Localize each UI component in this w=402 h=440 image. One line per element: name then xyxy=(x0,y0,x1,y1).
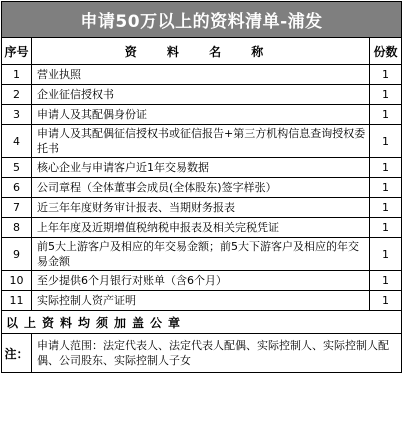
row-index: 1 xyxy=(2,65,32,85)
note-label: 注： xyxy=(2,334,32,373)
row-item-name: 核心企业与申请客户近1年交易数据 xyxy=(32,158,370,178)
row-index: 5 xyxy=(2,158,32,178)
row-copies: 1 xyxy=(370,85,402,105)
row-index: 7 xyxy=(2,198,32,218)
table-row xyxy=(2,238,402,271)
row-item-name: 公司章程（全体董事会成员(全体股东)签字样张） xyxy=(32,178,370,198)
row-index: 10 xyxy=(2,271,32,291)
row-item-name: 申请人及其配偶身份证 xyxy=(32,105,370,125)
row-copies: 1 xyxy=(370,158,402,178)
row-item-name: 前5大上游客户及相应的年交易金额；前5大下游客户及相应的年交易金额 xyxy=(32,238,370,271)
footer-row xyxy=(2,311,402,334)
table-row xyxy=(2,158,402,178)
table-row xyxy=(2,105,402,125)
row-copies: 1 xyxy=(370,271,402,291)
row-copies: 1 xyxy=(370,198,402,218)
table-row xyxy=(2,271,402,291)
row-copies: 1 xyxy=(370,238,402,271)
row-index: 9 xyxy=(2,238,32,271)
row-index: 3 xyxy=(2,105,32,125)
table-row xyxy=(2,125,402,158)
row-item-name: 企业征信授权书 xyxy=(32,85,370,105)
row-copies: 1 xyxy=(370,65,402,85)
table-row xyxy=(2,291,402,311)
row-index: 11 xyxy=(2,291,32,311)
material-list-table xyxy=(1,1,402,373)
row-copies: 1 xyxy=(370,105,402,125)
table-row xyxy=(2,218,402,238)
table-row xyxy=(2,65,402,85)
document-title: 申请50万以上的资料清单-浦发 xyxy=(2,2,402,38)
row-item-name: 近三年年度财务审计报表、当期财务报表 xyxy=(32,198,370,218)
row-item-name: 营业执照 xyxy=(32,65,370,85)
table-row xyxy=(2,178,402,198)
row-index: 4 xyxy=(2,125,32,158)
row-copies: 1 xyxy=(370,125,402,158)
stamp-requirement-note: 以上资料均须加盖公章 xyxy=(2,311,402,334)
header-name: 资 料 名 称 xyxy=(32,38,370,65)
row-index: 2 xyxy=(2,85,32,105)
row-item-name: 上年年度及近期增值税纳税申报表及相关完税凭证 xyxy=(32,218,370,238)
note-row xyxy=(2,334,402,373)
header-copies: 份数 xyxy=(370,38,402,65)
row-item-name: 实际控制人资产证明 xyxy=(32,291,370,311)
header-index: 序号 xyxy=(2,38,32,65)
header-row xyxy=(2,38,402,65)
row-index: 8 xyxy=(2,218,32,238)
row-item-name: 申请人及其配偶征信授权书或征信报告+第三方机构信息查询授权委托书 xyxy=(32,125,370,158)
title-row xyxy=(2,2,402,38)
row-item-name: 至少提供6个月银行对账单（含6个月） xyxy=(32,271,370,291)
table-row xyxy=(2,85,402,105)
row-copies: 1 xyxy=(370,218,402,238)
row-copies: 1 xyxy=(370,178,402,198)
document-sheet xyxy=(1,1,401,373)
table-row xyxy=(2,198,402,218)
row-index: 6 xyxy=(2,178,32,198)
note-text: 申请人范围：法定代表人、法定代表人配偶、实际控制人、实际控制人配偶、公司股东、实际控制人子女 xyxy=(32,334,402,373)
row-copies: 1 xyxy=(370,291,402,311)
